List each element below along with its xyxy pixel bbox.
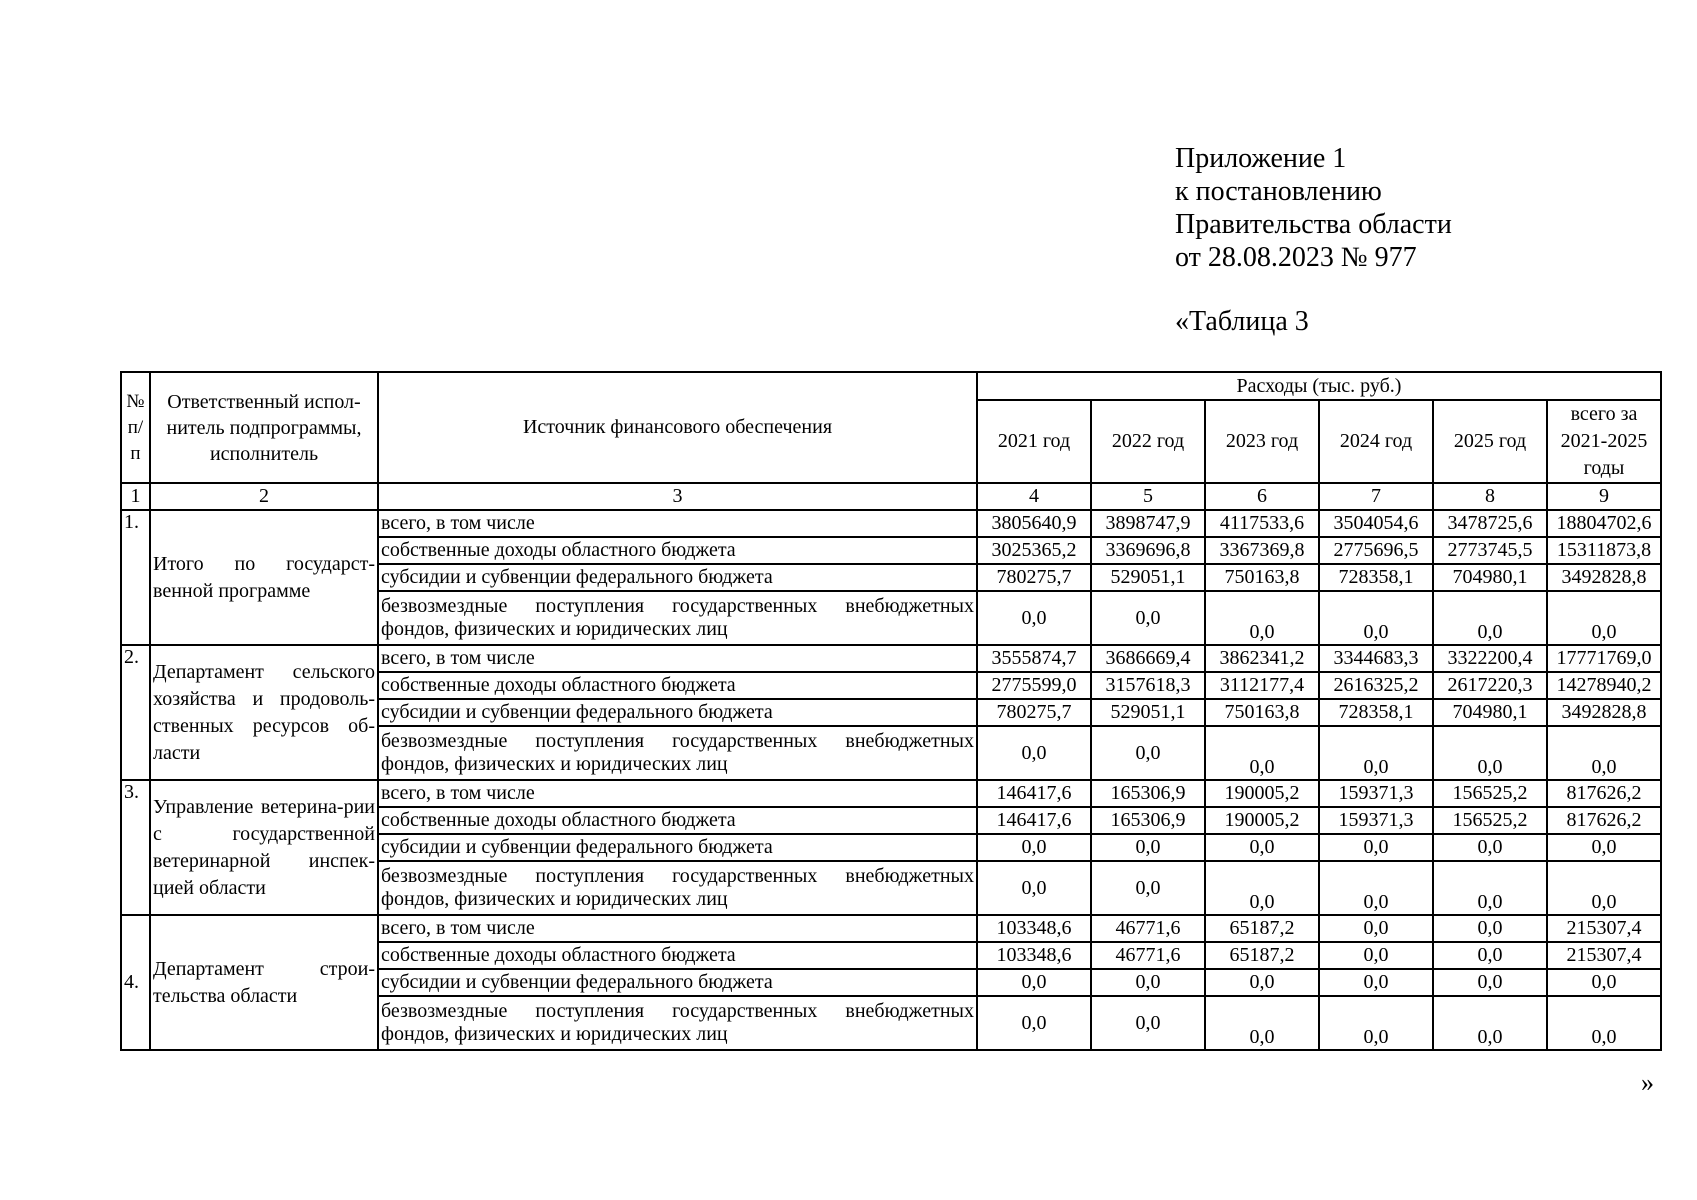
header-year-2024: 2024 год [1319,400,1433,483]
col-number: 1 [121,483,150,510]
value-cell: 0,0 [1433,591,1547,645]
value-cell: 0,0 [977,591,1091,645]
source-cell: безвозмездные поступления государственных внебюджетных фондов, физических и юридических лиц [378,726,977,780]
value-cell: 165306,9 [1091,807,1205,834]
value-cell: 0,0 [1433,915,1547,942]
value-cell: 0,0 [1091,726,1205,780]
table-row [121,780,1661,807]
value-cell: 2773745,5 [1433,537,1547,564]
value-cell: 0,0 [1091,834,1205,861]
value-cell: 0,0 [1547,834,1661,861]
value-cell: 728358,1 [1319,699,1433,726]
source-cell: собственные доходы областного бюджета [378,537,977,564]
value-cell: 3025365,2 [977,537,1091,564]
value-cell: 0,0 [1319,969,1433,996]
col-number: 7 [1319,483,1433,510]
value-cell: 0,0 [1547,591,1661,645]
header-num: № п/п [121,372,150,483]
col-number: 8 [1433,483,1547,510]
value-cell: 0,0 [1319,915,1433,942]
value-cell: 750163,8 [1205,564,1319,591]
value-cell: 18804702,6 [1547,510,1661,537]
value-cell: 0,0 [1091,996,1205,1050]
value-cell: 146417,6 [977,780,1091,807]
value-cell: 3686669,4 [1091,645,1205,672]
source-cell: собственные доходы областного бюджета [378,807,977,834]
value-cell: 0,0 [1205,969,1319,996]
header-year-2025: 2025 год [1433,400,1547,483]
value-cell: 3157618,3 [1091,672,1205,699]
source-cell: субсидии и субвенции федерального бюджета [378,969,977,996]
value-cell: 165306,9 [1091,780,1205,807]
value-cell: 17771769,0 [1547,645,1661,672]
row-number: 3. [121,780,150,915]
appendix-line: Правительства области [1175,209,1452,240]
value-cell: 0,0 [1433,726,1547,780]
value-cell: 3322200,4 [1433,645,1547,672]
value-cell: 46771,6 [1091,915,1205,942]
value-cell: 0,0 [977,726,1091,780]
value-cell: 704980,1 [1433,564,1547,591]
value-cell: 0,0 [1205,726,1319,780]
header-year-2021: 2021 год [977,400,1091,483]
executor-cell: Управление ветерина-рии с государственной ветеринарной инспек-цией области [150,780,378,915]
value-cell: 0,0 [1547,996,1661,1050]
appendix-line: Приложение 1 [1175,143,1347,174]
value-cell: 0,0 [977,996,1091,1050]
value-cell: 0,0 [1433,942,1547,969]
header-source: Источник финансового обеспечения [378,372,977,483]
value-cell: 4117533,6 [1205,510,1319,537]
value-cell: 2775599,0 [977,672,1091,699]
source-cell: безвозмездные поступления государственных внебюджетных фондов, физических и юридических лиц [378,996,977,1050]
value-cell: 0,0 [1319,591,1433,645]
source-cell: собственные доходы областного бюджета [378,942,977,969]
value-cell: 0,0 [1433,996,1547,1050]
value-cell: 0,0 [1319,942,1433,969]
value-cell: 215307,4 [1547,915,1661,942]
value-cell: 0,0 [1433,834,1547,861]
value-cell: 728358,1 [1319,564,1433,591]
source-cell: субсидии и субвенции федерального бюджета [378,699,977,726]
header-year-2022: 2022 год [1091,400,1205,483]
value-cell: 780275,7 [977,699,1091,726]
row-number: 4. [121,915,150,1050]
value-cell: 3898747,9 [1091,510,1205,537]
source-cell: всего, в том числе [378,915,977,942]
value-cell: 0,0 [1319,996,1433,1050]
value-cell: 156525,2 [1433,807,1547,834]
closing-quote: » [1641,1068,1654,1097]
appendix-block [1175,142,1452,274]
value-cell: 3492828,8 [1547,699,1661,726]
value-cell: 0,0 [1433,969,1547,996]
source-cell: всего, в том числе [378,780,977,807]
header-total: всего за 2021-2025 годы [1547,400,1661,483]
value-cell: 65187,2 [1205,915,1319,942]
value-cell: 3492828,8 [1547,564,1661,591]
value-cell: 46771,6 [1091,942,1205,969]
value-cell: 159371,3 [1319,807,1433,834]
value-cell: 0,0 [1205,996,1319,1050]
value-cell: 0,0 [977,969,1091,996]
value-cell: 65187,2 [1205,942,1319,969]
appendix-line: к постановлению [1175,176,1382,207]
value-cell: 0,0 [1547,861,1661,915]
col-number: 5 [1091,483,1205,510]
value-cell: 0,0 [1091,861,1205,915]
header-year-2023: 2023 год [1205,400,1319,483]
source-cell: субсидии и субвенции федерального бюджета [378,834,977,861]
value-cell: 780275,7 [977,564,1091,591]
value-cell: 0,0 [1205,591,1319,645]
value-cell: 0,0 [1319,834,1433,861]
value-cell: 159371,3 [1319,780,1433,807]
executor-cell: Департамент сельского хозяйства и продоволь-ственных ресурсов об-ласти [150,645,378,780]
executor-cell: Итого по государст-венной программе [150,510,378,645]
value-cell: 2616325,2 [1319,672,1433,699]
value-cell: 0,0 [1091,591,1205,645]
value-cell: 14278940,2 [1547,672,1661,699]
value-cell: 156525,2 [1433,780,1547,807]
value-cell: 0,0 [1205,834,1319,861]
table-row [121,510,1661,537]
value-cell: 2775696,5 [1319,537,1433,564]
header-executor: Ответственный испол-нитель подпрограммы, исполнитель [150,372,378,483]
source-cell: безвозмездные поступления государственных внебюджетных фондов, физических и юридических лиц [378,861,977,915]
executor-cell: Департамент строи-тельства области [150,915,378,1050]
value-cell: 3805640,9 [977,510,1091,537]
value-cell: 817626,2 [1547,780,1661,807]
value-cell: 15311873,8 [1547,537,1661,564]
value-cell: 0,0 [1205,861,1319,915]
value-cell: 3112177,4 [1205,672,1319,699]
source-cell: субсидии и субвенции федерального бюджета [378,564,977,591]
col-number: 9 [1547,483,1661,510]
value-cell: 190005,2 [1205,807,1319,834]
value-cell: 529051,1 [1091,564,1205,591]
value-cell: 103348,6 [977,942,1091,969]
header-expenses: Расходы (тыс. руб.) [977,372,1661,400]
row-number: 2. [121,645,150,780]
value-cell: 0,0 [977,861,1091,915]
value-cell: 3862341,2 [1205,645,1319,672]
table-row [121,915,1661,942]
value-cell: 0,0 [1547,969,1661,996]
value-cell: 3555874,7 [977,645,1091,672]
appendix-line: от 28.08.2023 № 977 [1175,242,1417,273]
col-number: 6 [1205,483,1319,510]
source-cell: собственные доходы областного бюджета [378,672,977,699]
value-cell: 190005,2 [1205,780,1319,807]
value-cell: 0,0 [1433,861,1547,915]
value-cell: 3369696,8 [1091,537,1205,564]
row-number: 1. [121,510,150,645]
value-cell: 529051,1 [1091,699,1205,726]
value-cell: 0,0 [1547,726,1661,780]
value-cell: 103348,6 [977,915,1091,942]
value-cell: 2617220,3 [1433,672,1547,699]
value-cell: 817626,2 [1547,807,1661,834]
table-row [121,645,1661,672]
value-cell: 750163,8 [1205,699,1319,726]
value-cell: 0,0 [1319,726,1433,780]
col-number: 3 [378,483,977,510]
col-number: 2 [150,483,378,510]
table-title: «Таблица 3 [1175,306,1309,337]
source-cell: безвозмездные поступления государственных внебюджетных фондов, физических и юридических лиц [378,591,977,645]
value-cell: 0,0 [977,834,1091,861]
value-cell: 3478725,6 [1433,510,1547,537]
value-cell: 3344683,3 [1319,645,1433,672]
value-cell: 704980,1 [1433,699,1547,726]
source-cell: всего, в том числе [378,510,977,537]
source-cell: всего, в том числе [378,645,977,672]
value-cell: 146417,6 [977,807,1091,834]
value-cell: 3367369,8 [1205,537,1319,564]
value-cell: 0,0 [1091,969,1205,996]
value-cell: 215307,4 [1547,942,1661,969]
value-cell: 3504054,6 [1319,510,1433,537]
value-cell: 0,0 [1319,861,1433,915]
col-number: 4 [977,483,1091,510]
financing-table [120,371,1662,1051]
